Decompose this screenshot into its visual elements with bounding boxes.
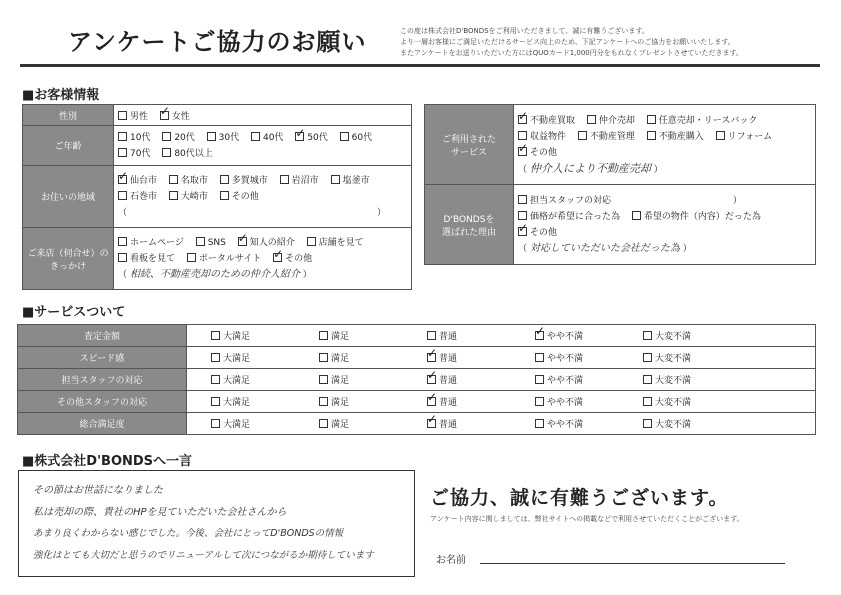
age-options xyxy=(114,126,412,166)
rating-option[interactable] xyxy=(515,395,623,408)
service-rating-label: スピード感 xyxy=(18,347,187,369)
checkbox[interactable] xyxy=(211,331,220,340)
rating-option[interactable] xyxy=(623,373,731,386)
comment-box[interactable] xyxy=(18,470,415,577)
area-option-other[interactable]: その他 xyxy=(220,189,259,205)
age-option-40s[interactable]: 40代 xyxy=(251,130,283,146)
area-option-natori[interactable]: 名取市 xyxy=(169,173,208,189)
header-divider xyxy=(20,64,820,67)
age-option-20s[interactable]: 20代 xyxy=(162,130,194,146)
service-option-buyout[interactable]: ✓不動産買取 xyxy=(518,113,575,129)
service-label: ご利用された サービス xyxy=(425,105,514,185)
service-option-income[interactable]: 収益物件 xyxy=(518,129,566,145)
service-rating-label: 担当スタッフの対応 xyxy=(18,369,187,391)
customer-section-title: ■お客様情報 xyxy=(22,88,100,103)
visit-option-store[interactable]: 店舗を見て xyxy=(307,235,364,251)
visit-option-signboard[interactable]: 看板を見て xyxy=(118,251,175,267)
rating-option[interactable] xyxy=(299,329,407,342)
checkbox[interactable] xyxy=(643,419,652,428)
service-rating-options xyxy=(187,391,816,413)
service-rating-row xyxy=(18,391,816,413)
rating-option-label: 大満足 xyxy=(223,332,251,342)
header-note-1: この度は株式会社D'BONDSをご利用いただきまして、誠に有難うございます。 xyxy=(400,27,649,35)
service-options xyxy=(514,105,816,185)
area-option-sendai[interactable]: ✓仙台市 xyxy=(118,173,157,189)
rating-option[interactable] xyxy=(407,417,515,430)
checkbox[interactable] xyxy=(535,375,544,384)
rating-option[interactable] xyxy=(407,329,515,342)
rating-option[interactable] xyxy=(191,373,299,386)
checkbox[interactable] xyxy=(211,419,220,428)
rating-option-label: 大変不満 xyxy=(655,376,692,386)
services-section-title: ■サービスついて xyxy=(22,305,126,320)
visit-other-field[interactable]: （ 相続、不動産売却のための仲介人紹介 ） xyxy=(118,268,312,280)
rating-option[interactable] xyxy=(191,329,299,342)
visit-option-portal[interactable]: ポータルサイト xyxy=(187,251,261,267)
service-rating-label: 査定金額 xyxy=(18,325,187,347)
service-option-other[interactable]: ✓その他 xyxy=(518,145,557,161)
area-other-field[interactable]: （ ） xyxy=(118,207,387,218)
service-rating-row xyxy=(18,369,816,391)
rating-option-label: 大変不満 xyxy=(655,332,692,342)
checkbox[interactable] xyxy=(319,331,328,340)
rating-option-label: 大満足 xyxy=(223,398,251,408)
customer-info-table xyxy=(22,104,412,290)
rating-option[interactable] xyxy=(623,395,731,408)
checkbox[interactable] xyxy=(319,375,328,384)
area-option-tagajo[interactable]: 多賀城市 xyxy=(220,173,268,189)
age-option-10s[interactable]: 10代 xyxy=(118,130,150,146)
service-rating-row xyxy=(18,413,816,435)
header-note-2: より一層お客様にご満足いただけるサービス向上のため、下記アンケートへのご協力をお願いいたします。 xyxy=(400,38,735,46)
reason-other-handwritten: 対応していただいた会社だった為 xyxy=(529,242,680,254)
age-option-60s[interactable]: 60代 xyxy=(340,130,372,146)
rating-option[interactable] xyxy=(191,417,299,430)
thanks-message: ご協力、誠に有難うございます。 xyxy=(430,487,729,509)
gender-options xyxy=(114,105,412,126)
rating-option-label: 普通 xyxy=(439,354,458,364)
service-other-field[interactable]: （ 仲介人により不動産売却 ） xyxy=(518,161,663,175)
service-rating-label: 総合満足度 xyxy=(18,413,187,435)
rating-option-label: 大満足 xyxy=(223,376,251,386)
rating-option[interactable] xyxy=(623,351,731,364)
rating-option-label: 大変不満 xyxy=(655,354,692,364)
visit-option-other[interactable]: ✓ その他 xyxy=(273,251,312,267)
rating-option-label: 大変不満 xyxy=(655,398,692,408)
area-options xyxy=(114,166,412,228)
rating-option-label: 満足 xyxy=(331,332,350,342)
reason-label: D'BONDSを 選ばれた理由 xyxy=(425,185,514,265)
rating-option-label: 普通 xyxy=(439,398,458,408)
comment-line-3: あまり良くわからない感じでした。今後、会社にとってD'BONDSの情報 xyxy=(33,528,344,539)
services-rating-table xyxy=(17,324,816,435)
reason-option-staff[interactable]: 担当スタッフの対応 xyxy=(518,193,611,209)
checkbox[interactable] xyxy=(211,397,220,406)
age-option-70s[interactable]: 70代 xyxy=(118,146,150,162)
usage-table xyxy=(424,104,816,265)
rating-option[interactable] xyxy=(299,417,407,430)
age-option-50s[interactable]: ✓ 50代 xyxy=(295,130,327,146)
checkbox[interactable] xyxy=(319,353,328,362)
service-option-brokerage[interactable]: 仲介売却 xyxy=(587,113,635,129)
rating-option-label: やや不満 xyxy=(547,420,584,430)
rating-option[interactable] xyxy=(623,417,731,430)
rating-option-label: 大変不満 xyxy=(655,420,692,430)
rating-option-label: 満足 xyxy=(331,376,350,386)
rating-option[interactable] xyxy=(623,329,731,342)
visit-options xyxy=(114,228,412,290)
rating-option-label: やや不満 xyxy=(547,354,584,364)
rating-option[interactable] xyxy=(191,351,299,364)
checkbox-checked[interactable] xyxy=(535,331,544,340)
rating-option-label: 満足 xyxy=(331,354,350,364)
comment-line-4: 強化はとても大切だと思うのでリニューアルして次につながるか期待しています xyxy=(33,550,374,561)
age-label: ご年齢 xyxy=(23,126,114,166)
name-field[interactable] xyxy=(480,563,785,564)
rating-option-label: 普通 xyxy=(439,332,458,342)
rating-option-label: 普通 xyxy=(439,420,458,430)
checkbox[interactable] xyxy=(211,375,220,384)
page-title: アンケートご協力のお願い xyxy=(68,28,367,56)
checkbox-checked[interactable] xyxy=(427,375,436,384)
area-option-ishinomaki[interactable]: 石巻市 xyxy=(118,189,157,205)
comment-line-1: その節はお世話になりました xyxy=(33,485,163,496)
service-other-handwritten: 仲介人により不動産売却 xyxy=(529,161,651,175)
service-rating-row xyxy=(18,347,816,369)
checkbox[interactable] xyxy=(535,419,544,428)
checkbox-checked[interactable] xyxy=(427,397,436,406)
rating-option-label: やや不満 xyxy=(547,398,584,408)
rating-option[interactable] xyxy=(515,373,623,386)
checkbox[interactable] xyxy=(118,111,127,120)
visit-option-referral[interactable]: ✓ 知人の紹介 xyxy=(238,235,295,251)
rating-option-label: 普通 xyxy=(439,376,458,386)
service-rating-options xyxy=(187,347,816,369)
service-option-management[interactable]: 不動産管理 xyxy=(578,129,635,145)
service-rating-options xyxy=(187,325,816,347)
checkbox-checked[interactable] xyxy=(427,419,436,428)
gender-option-male[interactable]: 男性 xyxy=(118,109,148,122)
thanks-subnote: アンケート内容に関しましては、弊社サイトへの掲載などで利用させていただくことがございます。 xyxy=(430,515,744,523)
service-rating-options xyxy=(187,369,816,391)
comment-line-2: 私は売却の際、貴社のHPを見ていただいた会社さんから xyxy=(33,507,287,518)
checkbox[interactable] xyxy=(427,331,436,340)
service-option-leaseback[interactable]: 任意売却・リースバック xyxy=(647,113,758,129)
checkbox[interactable] xyxy=(643,375,652,384)
service-rating-row xyxy=(18,325,816,347)
visit-option-sns[interactable]: SNS xyxy=(196,235,226,251)
checkbox[interactable] xyxy=(535,353,544,362)
service-rating-label: その他スタッフの対応 xyxy=(18,391,187,413)
area-option-osaki[interactable]: 大崎市 xyxy=(169,189,208,205)
reason-option-other[interactable]: ✓その他 xyxy=(518,225,557,241)
age-option-80s[interactable]: 80代以上 xyxy=(162,146,212,162)
rating-option[interactable] xyxy=(515,351,623,364)
rating-option[interactable] xyxy=(515,329,623,342)
checkbox[interactable] xyxy=(643,331,652,340)
age-option-30s[interactable]: 30代 xyxy=(207,130,239,146)
area-option-shiogama[interactable]: 塩釜市 xyxy=(331,173,370,189)
gender-option-female[interactable]: ✓ 女性 xyxy=(160,109,190,122)
rating-option-label: 大満足 xyxy=(223,420,251,430)
checkbox[interactable] xyxy=(319,397,328,406)
rating-option[interactable] xyxy=(407,373,515,386)
comment-section-title: ■株式会社D'BONDSへ一言 xyxy=(22,454,193,469)
checkbox-checked[interactable] xyxy=(160,111,169,120)
rating-option-label: 満足 xyxy=(331,398,350,408)
service-option-purchase[interactable]: 不動産購入 xyxy=(647,129,704,145)
service-rating-options xyxy=(187,413,816,435)
visit-label: ご来店（伺合せ）のきっかけ xyxy=(23,228,114,290)
checkbox[interactable] xyxy=(535,397,544,406)
reason-option-property[interactable]: 希望の物件（内容）だった為 xyxy=(632,209,761,225)
rating-option-label: 大満足 xyxy=(223,354,251,364)
rating-option[interactable] xyxy=(299,351,407,364)
rating-option[interactable] xyxy=(191,395,299,408)
rating-option[interactable] xyxy=(515,417,623,430)
checkbox[interactable] xyxy=(211,353,220,362)
visit-option-homepage[interactable]: ホームページ xyxy=(118,235,184,251)
checkbox[interactable] xyxy=(643,353,652,362)
header-note-3: またアンケートをお送りいただいた方にはQUOカード1,000円分をもれなくプレゼントさせていただきます。 xyxy=(400,49,743,57)
rating-option-label: やや不満 xyxy=(547,332,584,342)
area-label: お住いの地域 xyxy=(23,166,114,228)
reason-other-field[interactable]: （ 対応していただいた会社だった為 ） xyxy=(518,242,692,254)
area-option-iwanuma[interactable]: 岩沼市 xyxy=(280,173,319,189)
checkbox[interactable] xyxy=(319,419,328,428)
rating-option[interactable] xyxy=(407,395,515,408)
checkbox[interactable] xyxy=(643,397,652,406)
rating-option-label: やや不満 xyxy=(547,376,584,386)
reason-options: 担当スタッフの対応 ） 価格が希望に合った為 希望の物件（内容）だった為 ✓その他 （ 対応していただいた会社だった為 ） xyxy=(514,185,816,265)
service-option-reform[interactable]: リフォーム xyxy=(716,129,773,145)
name-label: お名前 xyxy=(436,555,466,566)
gender-label: 性別 xyxy=(23,105,114,126)
rating-option[interactable] xyxy=(407,351,515,364)
checkbox-checked[interactable] xyxy=(427,353,436,362)
rating-option[interactable] xyxy=(299,395,407,408)
visit-other-handwritten: 相続、不動産売却のための仲介人紹介 xyxy=(129,268,300,280)
rating-option[interactable] xyxy=(299,373,407,386)
reason-option-price[interactable]: 価格が希望に合った為 xyxy=(518,209,620,225)
rating-option-label: 満足 xyxy=(331,420,350,430)
